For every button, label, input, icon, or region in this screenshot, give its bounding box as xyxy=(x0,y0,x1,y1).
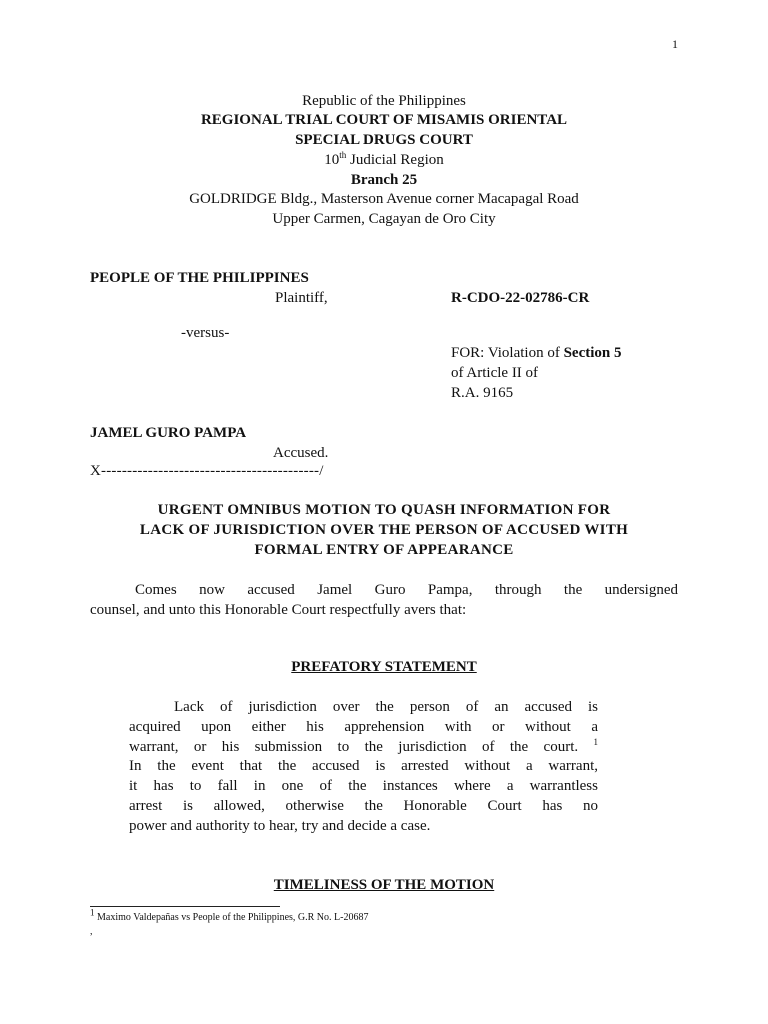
caption-region-suffix: th xyxy=(339,150,347,160)
caption-region xyxy=(0,151,768,170)
intro-paragraph xyxy=(90,581,678,621)
accused-role: Accused. xyxy=(273,445,329,461)
motion-title-line-3: FORMAL ENTRY OF APPEARANCE xyxy=(254,542,514,558)
caption-region-text: Judicial Region xyxy=(346,152,444,168)
prefatory-line-1: Lack of jurisdiction over the person of an accused is xyxy=(174,699,598,715)
prefatory-line-4: In the event that the accused is arrested without a warrant, xyxy=(129,758,598,775)
footnote-text: Maximo Valdepañas vs People of the Philippines, G.R No. L-20687 xyxy=(94,912,369,923)
caption-branch: Branch 25 xyxy=(350,172,418,188)
offense-line-3: R.A. 9165 xyxy=(451,385,514,401)
prefatory-line-5: it has to fall in one of the instances where a warrantless xyxy=(129,778,598,795)
prefatory-line-2: acquired upon either his apprehension with or without a xyxy=(129,718,598,735)
intro-line-2: counsel, and unto this Honorable Court respectfully avers that: xyxy=(90,601,467,618)
prefatory-line-3 xyxy=(129,738,598,758)
offense-line-1 xyxy=(451,344,622,363)
caption-court: REGIONAL TRIAL COURT OF MISAMIS ORIENTAL xyxy=(200,112,568,128)
footnote-ref[interactable]: 1 xyxy=(593,736,599,747)
prefatory-paragraph xyxy=(129,698,598,837)
motion-title-line-1: URGENT OMNIBUS MOTION TO QUASH INFORMATION FOR xyxy=(157,502,611,518)
accused-name: JAMEL GURO PAMPA xyxy=(90,425,247,441)
plaintiff-name: PEOPLE OF THE PHILIPPINES xyxy=(90,270,309,286)
offense-line-2: of Article II of xyxy=(451,365,539,381)
prefatory-heading: PREFATORY STATEMENT xyxy=(291,659,477,675)
caption-address-2: Upper Carmen, Cagayan de Oro City xyxy=(272,211,496,227)
motion-title-line-2: LACK OF JURISDICTION OVER THE PERSON OF ACCUSED WITH xyxy=(139,522,629,538)
case-number: R-CDO-22-02786-CR xyxy=(451,290,590,306)
footnote-rule xyxy=(90,906,280,907)
offense-prefix: FOR: Violation of xyxy=(451,345,564,361)
caption-region-number: 10 xyxy=(324,152,340,168)
caption-special-court: SPECIAL DRUGS COURT xyxy=(295,132,473,148)
offense-section: Section 5 xyxy=(563,345,622,361)
versus-label: -versus- xyxy=(181,325,230,341)
prefatory-line-6: arrest is allowed, otherwise the Honorable Court has no xyxy=(129,797,598,814)
page-number: 1 xyxy=(672,37,678,51)
footnote xyxy=(90,907,369,923)
caption-separator: X------------------------------------------/ xyxy=(90,463,324,479)
timeliness-heading: TIMELINESS OF THE MOTION xyxy=(273,877,495,893)
intro-line-1: Comes now accused Jamel Guro Pampa, through the undersigned xyxy=(135,582,678,598)
footnote-trailing-mark: , xyxy=(90,926,93,937)
caption-address-1: GOLDRIDGE Bldg., Masterson Avenue corner Macapagal Road xyxy=(189,191,579,207)
footnote-marker: 1 xyxy=(90,907,95,918)
prefatory-line-3-text: warrant, or his submission to the jurisdiction of the court. xyxy=(129,738,579,755)
prefatory-line-7: power and authority to hear, try and decide a case. xyxy=(129,817,431,834)
caption-republic: Republic of the Philippines xyxy=(302,93,466,109)
plaintiff-role: Plaintiff, xyxy=(275,290,328,306)
